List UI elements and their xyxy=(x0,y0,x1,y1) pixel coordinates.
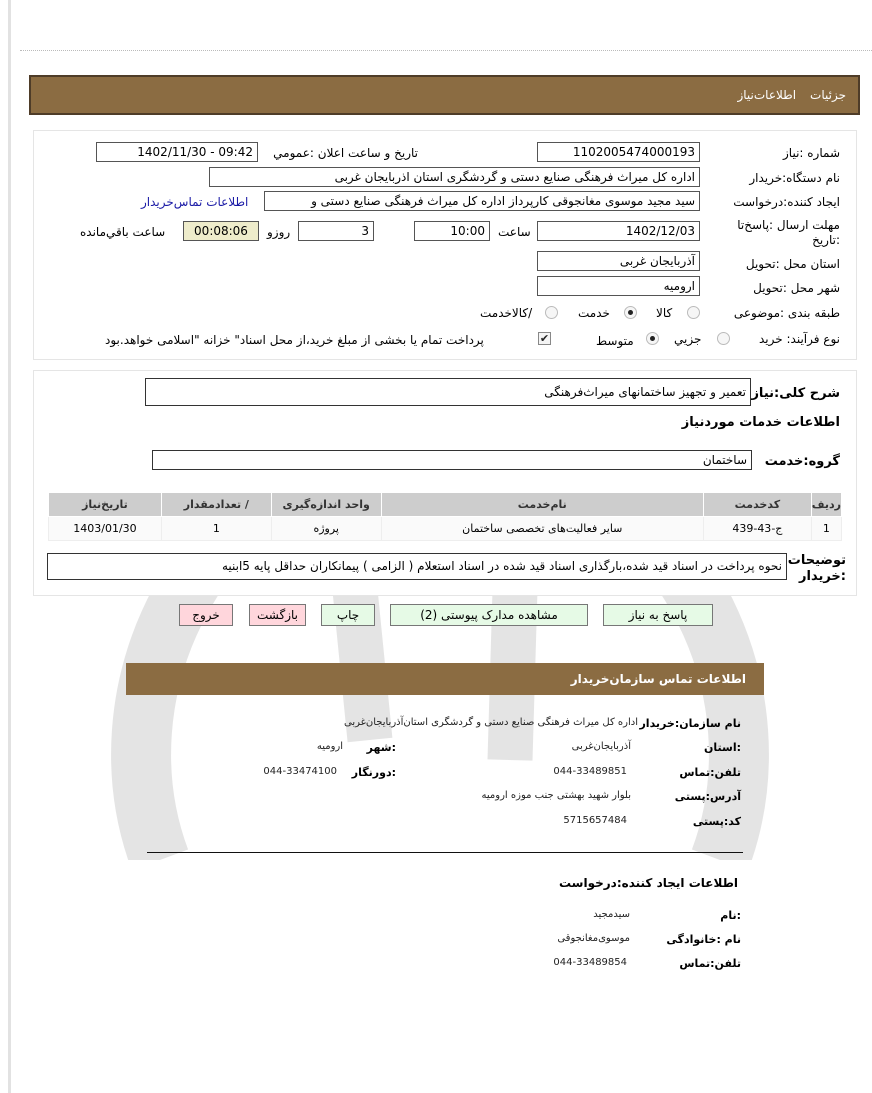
summary-label: شرح کلی:نیاز xyxy=(751,386,840,401)
buyer-org-label: نام دستگاه:خریدار xyxy=(749,171,840,185)
creator-label: ایجاد کننده:درخواست xyxy=(733,195,840,209)
remaining-label: ساعت باقي‌مانده xyxy=(80,225,166,239)
creator-name-value: سیدمجید xyxy=(593,909,630,920)
category-goods-label: کالا xyxy=(656,306,673,320)
buyer-postal-code-value: 5715657484 xyxy=(563,815,627,826)
category-label: طبقه بندی :موضوعی xyxy=(733,306,840,320)
category-goods-service-label: /کالاخدمت xyxy=(480,306,533,320)
deadline-label-2: :تاریخ xyxy=(812,233,840,247)
creator-family-label: نام :خانوادگی xyxy=(666,933,741,946)
service-group-field[interactable]: ساختمان xyxy=(152,450,752,470)
col-need-date: تاریخ‌نیاز xyxy=(49,493,162,517)
category-service-radio[interactable] xyxy=(624,306,637,319)
buyer-contact-header xyxy=(126,663,764,695)
cell-row: 1 xyxy=(811,517,841,541)
col-row: ردیف xyxy=(811,493,841,517)
delivery-city-label: شهر محل :تحویل xyxy=(753,281,840,295)
section-divider xyxy=(147,852,743,853)
col-service-name: نام‌خدمت xyxy=(381,493,703,517)
treasury-payment-checkbox[interactable]: ✔ xyxy=(539,332,550,345)
buyer-phone-label: تلفن:تماس xyxy=(679,766,741,779)
cell-need-date: 1403/01/30 xyxy=(49,517,162,541)
top-divider xyxy=(20,50,872,51)
buyer-org-name-value: اداره کل میراث فرهنگی صنایع دستی و گردشگری استان‌آذربایجان‌غربی xyxy=(344,717,638,728)
cell-service-name: سایر فعالیت‌های تخصصی ساختمان xyxy=(381,517,703,541)
buyer-notes-field[interactable]: نحوه پرداخت در اسناد قید شده،بارگذاری اسناد قید شده در اسناد استعلام ( الزامی ) پیمانکاران حداقل پایه 5ابنیه xyxy=(47,553,787,580)
view-attachments-button[interactable]: مشاهده مدارک پیوستی (2) xyxy=(390,604,588,626)
cell-quantity: 1 xyxy=(161,517,271,541)
col-quantity: / تعدادمقدار xyxy=(161,493,271,517)
buyer-postal-code-label: کد:پستی xyxy=(692,815,741,828)
services-title: اطلاعات خدمات موردنیاز xyxy=(681,415,840,430)
delivery-city-field[interactable]: ارومیه xyxy=(537,276,700,296)
buyer-notes-label-2: :خریدار xyxy=(799,569,846,584)
delivery-province-field[interactable]: آذربایجان غربی xyxy=(537,251,700,271)
need-info-panel xyxy=(33,130,857,360)
process-minor-label: جزيي xyxy=(674,332,702,346)
creator-field[interactable]: سید مجید موسوی مغانجوقی کارپرداز اداره کل میراث فرهنگی صنایع دستی و xyxy=(264,191,700,211)
time-label: ساعت xyxy=(498,225,531,239)
creator-phone-value: 044-33489854 xyxy=(553,957,627,968)
creator-phone-label: تلفن:تماس xyxy=(679,957,741,970)
process-medium-label: متوسط xyxy=(596,334,634,348)
services-table-header xyxy=(49,493,842,517)
deadline-label: مهلت ارسال :پاسخ‌تا xyxy=(737,218,840,232)
service-group-label: گروه:خدمت xyxy=(764,454,840,469)
process-type-label: نوع فرآیند: خرید xyxy=(759,332,840,346)
buyer-province-value: آذربایجان‌غربی xyxy=(571,741,631,752)
process-medium-radio[interactable] xyxy=(646,332,659,345)
category-goods-radio[interactable] xyxy=(687,306,700,319)
category-service-label: خدمت xyxy=(578,306,610,320)
col-unit: واحد اندازه‌گیری xyxy=(271,493,381,517)
delivery-province-label: استان محل :تحویل xyxy=(745,257,840,271)
buyer-address-label: آدرس:پستی xyxy=(674,790,741,803)
services-table xyxy=(48,492,842,541)
buyer-province-label: :استان xyxy=(704,741,741,754)
announce-date-label: تاریخ و ساعت اعلان :عمومي xyxy=(273,146,418,160)
buyer-phone-value: 044-33489851 xyxy=(553,766,627,777)
buyer-fax-value: 044-33474100 xyxy=(263,766,337,777)
days-label: روزو xyxy=(267,225,291,239)
buyer-city-label: :شهر xyxy=(366,741,396,754)
buyer-city-value: ارومیه xyxy=(316,741,343,752)
creator-name-label: :نام xyxy=(720,909,741,922)
remaining-time-field: 00:08:06 xyxy=(183,221,259,241)
exit-button[interactable]: خروج xyxy=(179,604,233,626)
category-goods-service-radio[interactable] xyxy=(545,306,558,319)
process-minor-radio[interactable] xyxy=(717,332,730,345)
respond-button[interactable]: پاسخ به نیاز xyxy=(603,604,713,626)
page-header-bar xyxy=(29,75,860,115)
buyer-contact-title: اطلاعات تماس سازمان‌خریدار xyxy=(570,672,746,686)
buyer-org-field[interactable]: اداره کل میراث فرهنگی صنایع دستی و گردشگری استان اذربایجان غربی xyxy=(209,167,700,187)
buyer-notes-label: توضیحات xyxy=(787,553,846,568)
days-field[interactable]: 3 xyxy=(298,221,374,241)
buyer-org-name-label: نام سازمان:خریدار xyxy=(639,717,741,730)
cell-unit: پروژه xyxy=(271,517,381,541)
need-number-label: شماره :نیاز xyxy=(783,146,840,160)
tab-details[interactable]: جزئیات xyxy=(810,88,846,102)
print-button[interactable]: چاپ xyxy=(321,604,375,626)
creator-contact-title: اطلاعات ایجاد کننده:درخواست xyxy=(558,876,738,890)
buyer-fax-label: :دورنگار xyxy=(351,766,396,779)
buyer-address-value: بلوار شهید بهشتی جنب موزه ارومیه xyxy=(481,790,631,801)
announce-date-field[interactable]: 1402/11/30 - 09:42 xyxy=(96,142,258,162)
need-number-field[interactable]: 1102005474000193 xyxy=(537,142,700,162)
page-left-border xyxy=(8,0,11,1093)
creator-family-value: موسوی‌مغانجوقی xyxy=(557,933,630,944)
summary-field[interactable]: تعمیر و تجهیز ساختمانهای میراث‌فرهنگی xyxy=(145,378,751,406)
deadline-date-field[interactable]: 1402/12/03 xyxy=(537,221,700,241)
col-service-code: کدخدمت xyxy=(703,493,811,517)
tab-need-info[interactable]: اطلاعات‌نیاز xyxy=(737,88,797,102)
table-row[interactable] xyxy=(49,517,842,541)
back-button[interactable]: بازگشت xyxy=(249,604,306,626)
buyer-contact-link[interactable]: اطلاعات تماس‌خریدار xyxy=(141,195,249,209)
treasury-payment-note: پرداخت تمام یا بخشی از مبلغ خرید،از محل اسناد" خزانه "اسلامی خواهد.بود xyxy=(105,333,484,347)
deadline-time-field[interactable]: 10:00 xyxy=(414,221,490,241)
cell-service-code: ج-43-439 xyxy=(703,517,811,541)
